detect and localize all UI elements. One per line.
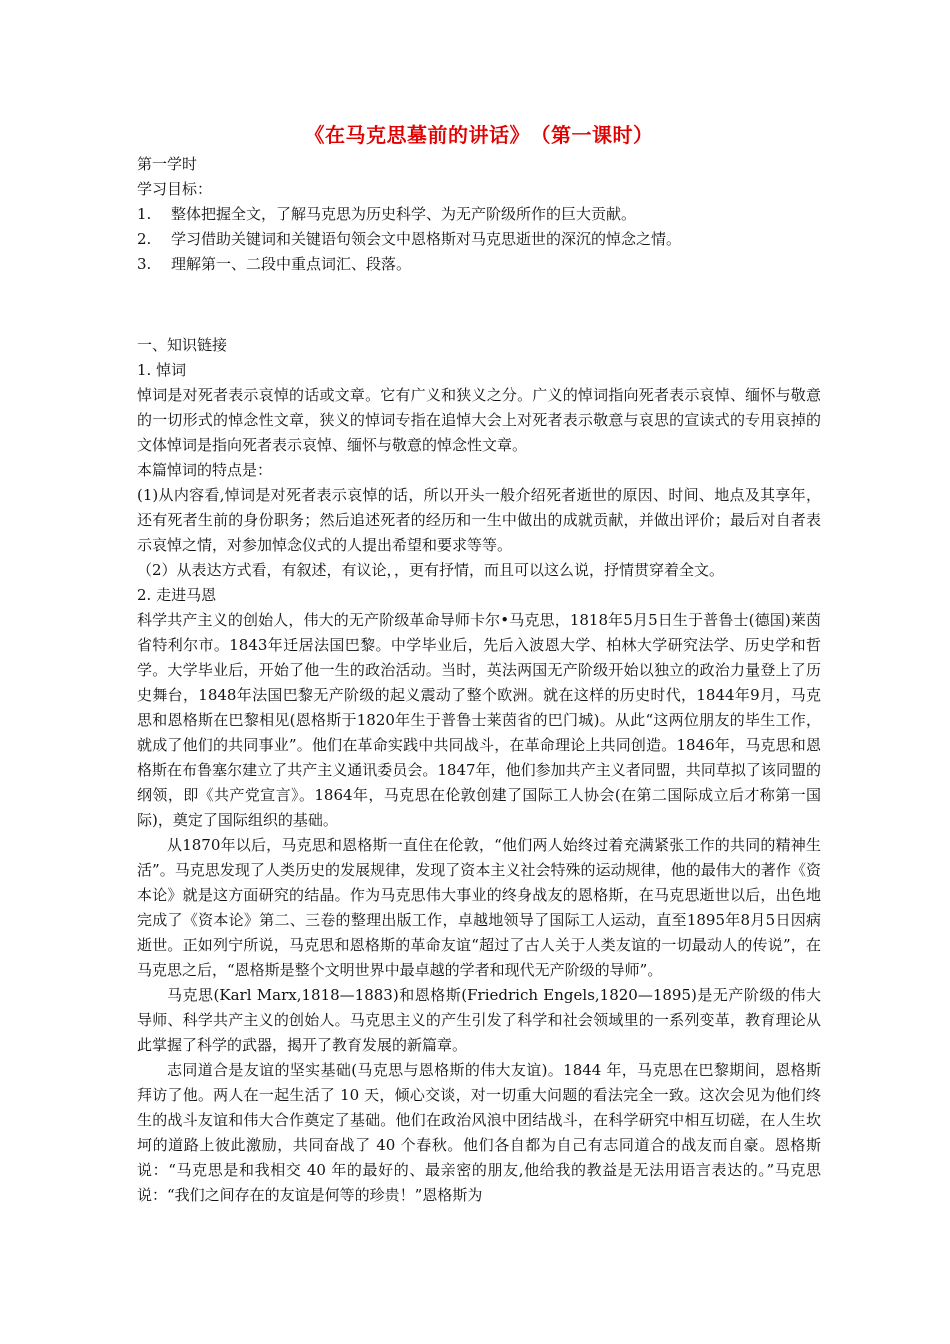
objectives-list bbox=[137, 202, 821, 277]
objective-item bbox=[137, 227, 821, 252]
objectives-heading: 学习目标： bbox=[137, 180, 213, 198]
features-heading: 本篇悼词的特点是： bbox=[137, 461, 273, 479]
paragraph-1870: 从1870年以后，马克思和恩格斯一直住在伦敦，“他们两人始终过着充满紧张工作的共同的精神生活”。马克思发现了人类历史的发展规律，发现了资本主义社会特殊的运动规律，他的最伟大的著作《资本论》就是这方面研究的结晶。作为马克思伟大事业的终身战友的恩格斯，在马克思逝世以后，出色地完成了《资本论》第二、三卷的整理出版工作，卓越地领导了国际工人运动，直至1895年8月5日因病逝世。正如列宁所说，马克思和恩格斯的革命友谊“超过了古人关于人类友谊的一切最动人的传说”，在马克思之后，“恩格斯是整个文明世界中最卓越的学者和现代无产阶级的导师”。 bbox=[137, 836, 821, 979]
document-title: 《在马克思墓前的讲话》 （第一课时） bbox=[304, 123, 654, 147]
objective-number: 2. bbox=[137, 230, 152, 248]
section-heading: 一、知识链接 bbox=[137, 336, 228, 354]
document-page bbox=[137, 120, 821, 1208]
subsection-heading-marx-engels: 2. 走进马恩 bbox=[137, 586, 217, 604]
spacer bbox=[137, 277, 821, 333]
paragraph-friendship: 志同道合是友谊的坚实基础(马克思与恩格斯的伟大友谊)。1844 年，马克思在巴黎期间，恩格斯拜访了他。两人在一起生活了 10 天，倾心交谈，对一切重大问题的看法完全一致。这次会见为他们终生的战斗友谊和伟大合作奠定了基础。他们在政治风浪中团结战斗，在科学研究中相互切磋，在人生坎坷的道路上彼此激励，共同奋战了 40 个春秋。他们各自都为自己有志同道合的战友而自豪。恩格斯说：“马克思是和我相交 40 年的最好的、最亲密的朋友,他给我的教益是无法用语言表达的。”马克思说：“我们之间存在的友谊是何等的珍贵！”恩格斯为 bbox=[137, 1061, 821, 1204]
period-label: 第一学时 bbox=[137, 155, 198, 173]
objective-number: 3. bbox=[137, 255, 152, 273]
feature-expression: （2）从表达方式看，有叙述，有议论，，更有抒情，而且可以这么说，抒情贯穿着全文。 bbox=[137, 561, 725, 579]
feature-content: (1)从内容看,悼词是对死者表示哀悼的话，所以开头一般介绍死者逝世的原因、时间、地点及其享年，还有死者生前的身份职务；然后追述死者的经历和一生中做出的成就贡献，并做出评价；最后对自者表示哀悼之情，对参加悼念仪式的人提出希望和要求等等。 bbox=[137, 486, 821, 554]
objective-number: 1. bbox=[137, 205, 152, 223]
marx-biography: 科学共产主义的创始人，伟大的无产阶级革命导师卡尔•马克思，1818年5月5日生于普鲁士(德国)莱茵省特利尔市。1843年迁居法国巴黎。中学毕业后，先后入波恩大学、柏林大学研究法学、历史学和哲学。大学毕业后，开始了他一生的政治活动。当时，英法两国无产阶级开始以独立的政治力量登上了历史舞台，1848年法国巴黎无产阶级的起义震动了整个欧洲。就在这样的历史时代，1844年9月，马克思和恩格斯在巴黎相见(恩格斯于1820年生于普鲁士莱茵省的巴门城)。从此“这两位朋友的毕生工作，就成了他们的共同事业”。他们在革命实践中共同战斗，在革命理论上共同创造。1846年，马克思和恩格斯在布鲁塞尔建立了共产主义通讯委员会。1847年，他们参加共产主义者同盟，共同草拟了该同盟的纲领，即《共产党宣言》。1864年，马克思在伦敦创建了国际工人协会(在第二国际成立后才称第一国际)，奠定了国际组织的基础。 bbox=[137, 611, 821, 829]
objective-item bbox=[137, 252, 821, 277]
objective-text: 学习借助关键词和关键语句领会文中恩格斯对马克思逝世的深沉的悼念之情。 bbox=[171, 230, 682, 248]
paragraph-names: 马克思(Karl Marx,1818—1883)和恩格斯(Friedrich Engels,1820—1895)是无产阶级的伟大导师、科学共产主义的创始人。马克思主义的产生引发了科学和社会领域里的一系列变革，教育理论从此掌握了科学的武器，揭开了教育发展的新篇章。 bbox=[137, 986, 821, 1054]
objective-text: 理解第一、二段中重点词汇、段落。 bbox=[171, 255, 412, 273]
objective-text: 整体把握全文，了解马克思为历史科学、为无产阶级所作的巨大贡献。 bbox=[171, 205, 637, 223]
eulogy-definition: 悼词是对死者表示哀悼的话或文章。它有广义和狭义之分。广义的悼词指向死者表示哀悼、缅怀与敬意的一切形式的悼念性文章，狭义的悼词专指在追悼大会上对死者表示敬意与哀思的宣读式的专用哀掉的文体悼词是指向死者表示哀悼、缅怀与敬意的悼念性文章。 bbox=[137, 386, 821, 454]
objective-item bbox=[137, 202, 821, 227]
subsection-heading-eulogy: 1. 悼词 bbox=[137, 361, 187, 379]
